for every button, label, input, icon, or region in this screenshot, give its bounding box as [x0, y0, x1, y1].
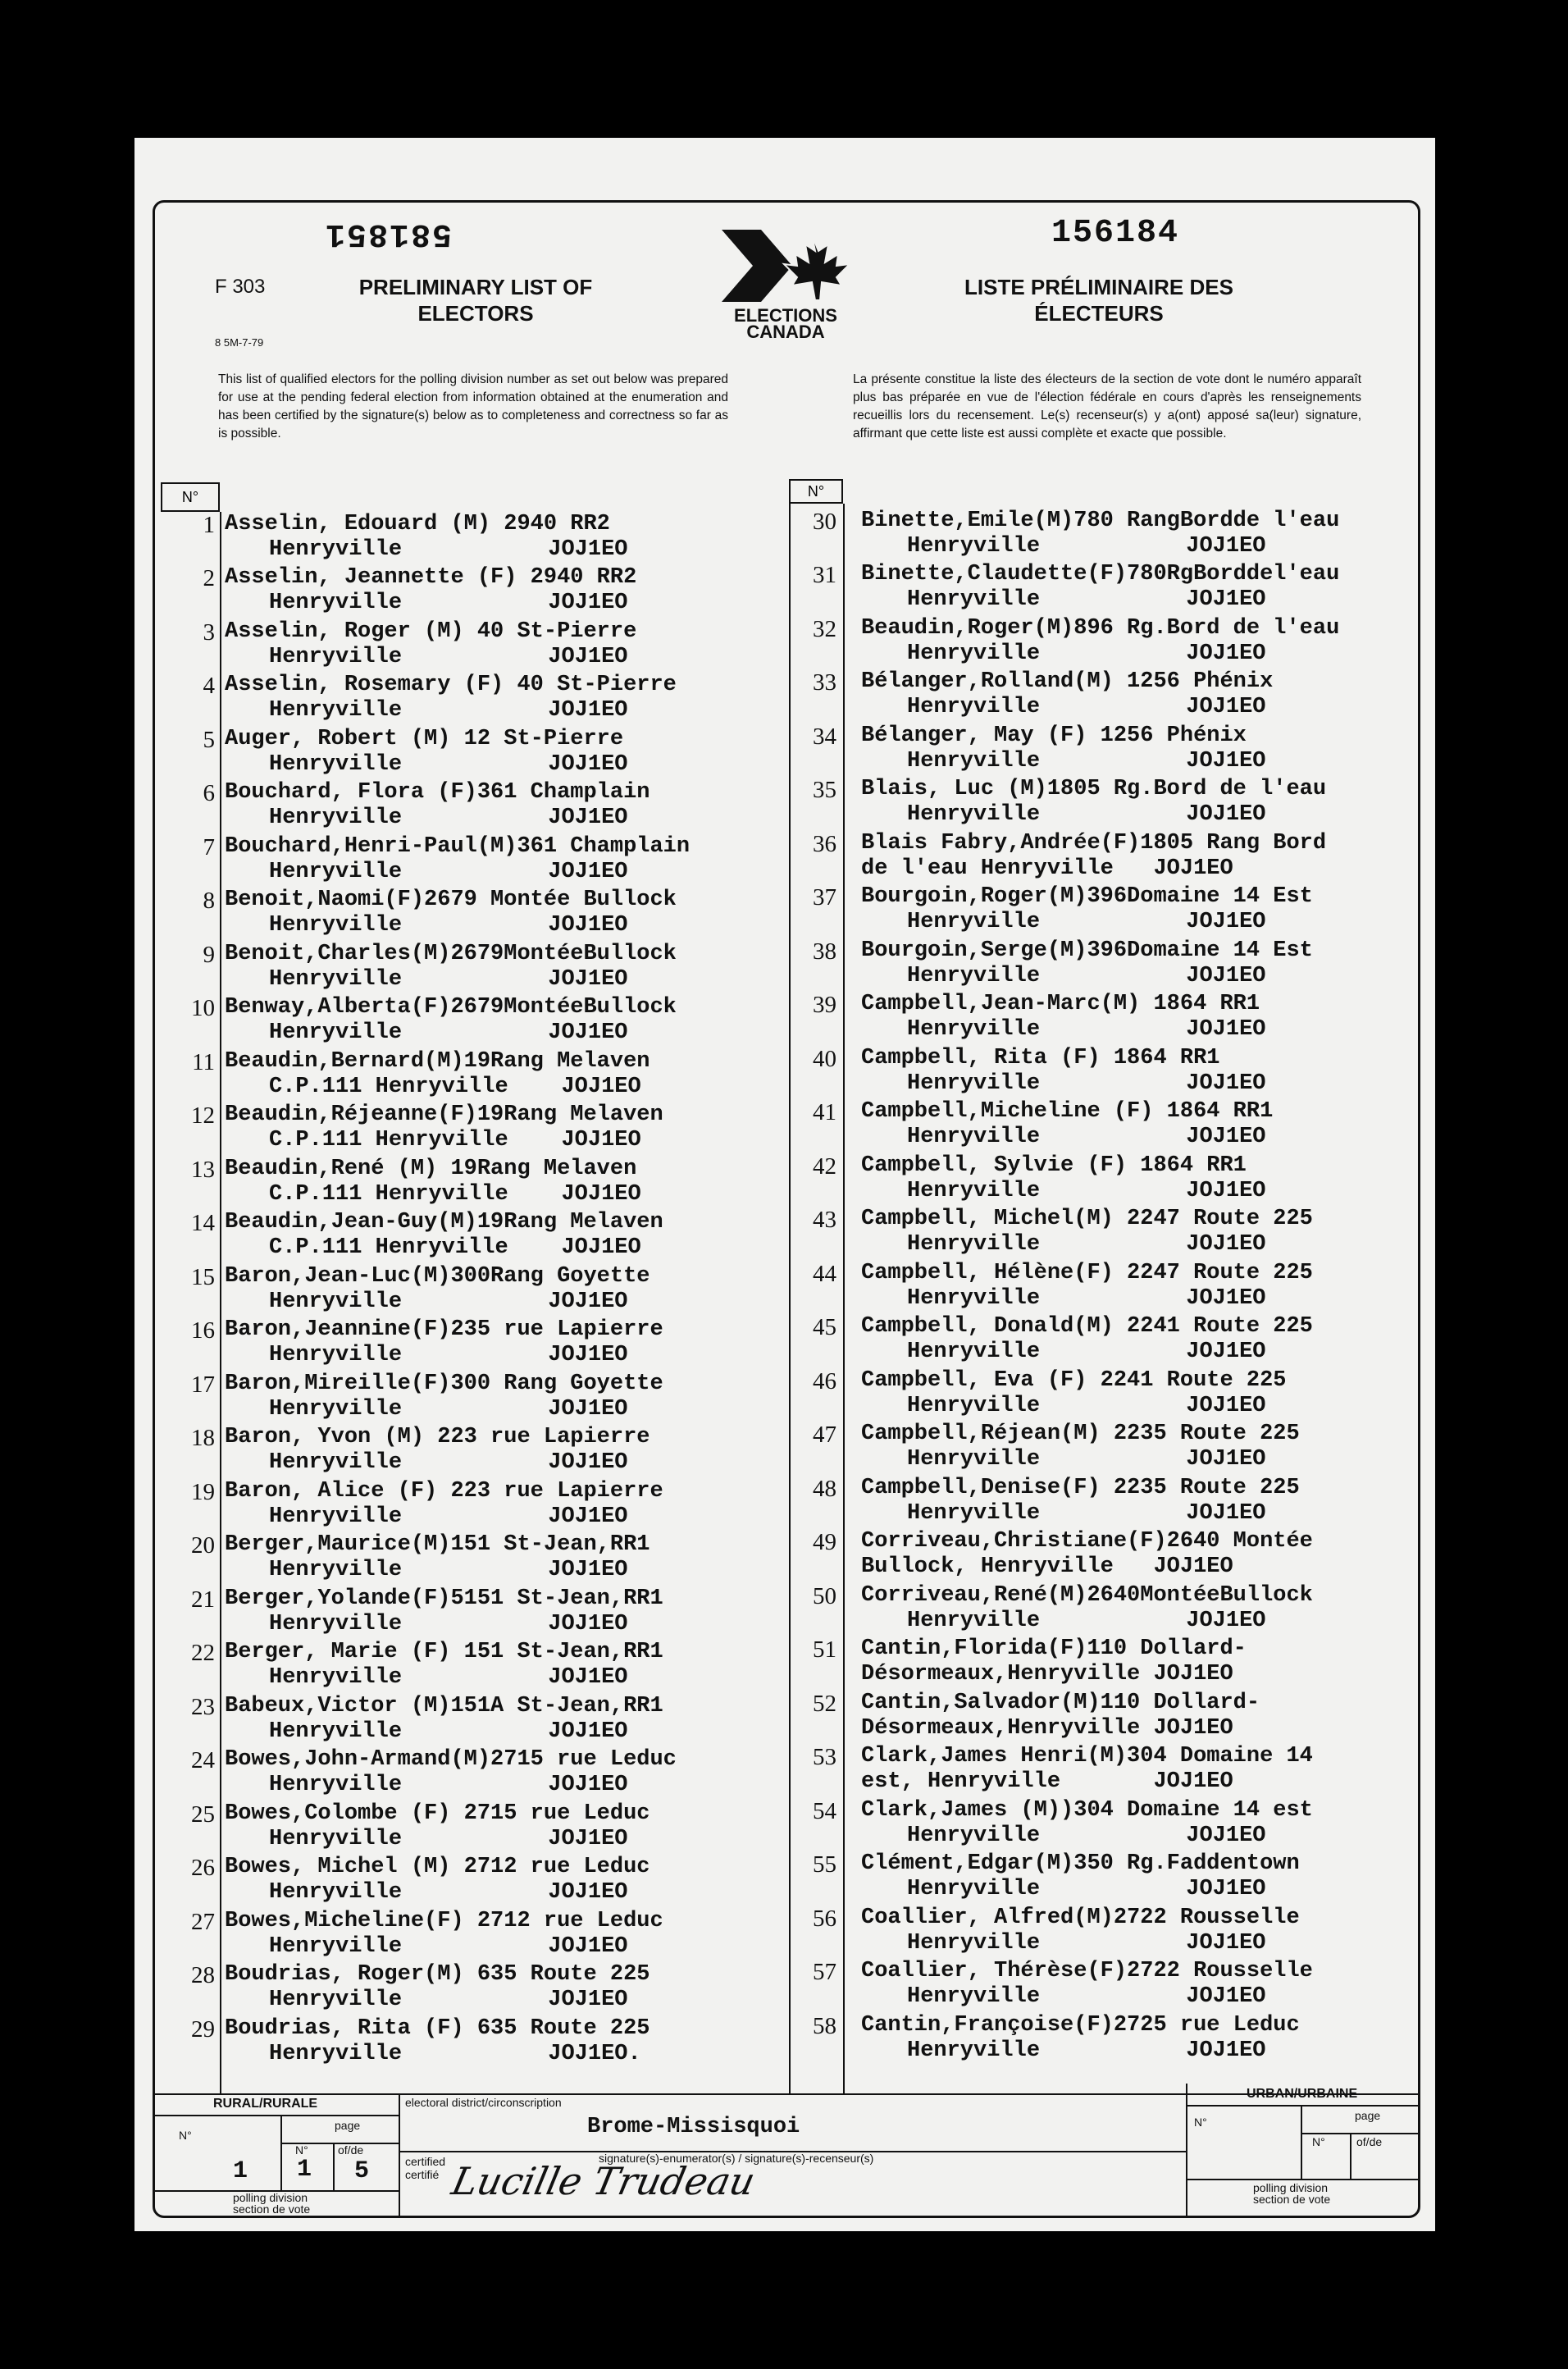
entry-number: 13 — [191, 1157, 215, 1183]
rural-divider — [154, 2115, 399, 2116]
entry-municipality-postal: Henryville JOJ1EO — [269, 1397, 628, 1422]
entry-number: 28 — [191, 1962, 215, 1988]
list-item — [171, 1210, 787, 1264]
entry-name-address: Clément,Edgar(M)350 Rg.Faddentown — [861, 1851, 1300, 1876]
entry-number: 38 — [813, 938, 836, 965]
urban-of-label: of/de — [1356, 2135, 1383, 2148]
entry-number: 5 — [203, 727, 215, 753]
title-fr: LISTE PRÉLIMINAIRE DES ÉLECTEURS — [964, 275, 1233, 326]
entry-name-address: Baron,Mireille(F)300 Rang Goyette — [225, 1372, 663, 1396]
entry-name-address: Coallier, Alfred(M)2722 Rousselle — [861, 1906, 1300, 1930]
entry-number: 43 — [813, 1207, 836, 1233]
entry-name-address: Blais Fabry,Andrée(F)1805 Rang Bord — [861, 831, 1327, 856]
entry-number: 17 — [191, 1372, 215, 1398]
maple-leaf-x-icon — [713, 226, 869, 305]
list-item — [171, 1962, 787, 2016]
list-item — [171, 888, 787, 942]
rural-page-label: page — [335, 2119, 361, 2132]
entry-name-address: Babeux,Victor (M)151A St-Jean,RR1 — [225, 1694, 663, 1719]
entry-municipality-postal: de l'eau Henryville JOJ1EO — [861, 856, 1233, 881]
entry-name-address: Campbell,Jean-Marc(M) 1864 RR1 — [861, 992, 1260, 1016]
entry-name-address: Berger, Marie (F) 151 St-Jean,RR1 — [225, 1640, 663, 1664]
entry-municipality-postal: Henryville JOJ1EO — [907, 1447, 1266, 1472]
entry-number: 39 — [813, 992, 836, 1018]
urban-page-divider — [1301, 2133, 1419, 2134]
district-label: electoral district/circonscription — [405, 2096, 562, 2109]
entry-municipality-postal: C.P.111 Henryville JOJ1EO — [269, 1235, 641, 1260]
entry-name-address: Campbell,Micheline (F) 1864 RR1 — [861, 1099, 1274, 1124]
list-item — [792, 616, 1419, 670]
entry-number: 14 — [191, 1210, 215, 1236]
list-item — [792, 1959, 1419, 2013]
entry-number: 53 — [813, 1744, 836, 1770]
entry-number: 52 — [813, 1691, 836, 1717]
entry-municipality-postal: Henryville JOJ1EO — [907, 1501, 1266, 1526]
entry-municipality-postal: Henryville JOJ1EO — [269, 1880, 628, 1905]
list-item — [792, 1207, 1419, 1261]
entry-number: 48 — [813, 1476, 836, 1502]
entry-number: 31 — [813, 562, 836, 588]
rural-label: RURAL/RURALE — [213, 2097, 318, 2111]
entry-municipality-postal: Désormeaux,Henryville JOJ1EO — [861, 1716, 1233, 1741]
entry-municipality-postal: Henryville JOJ1EO — [907, 964, 1266, 988]
entry-number: 16 — [191, 1317, 215, 1344]
list-item — [792, 1583, 1419, 1637]
entry-number: 22 — [191, 1640, 215, 1666]
entry-municipality-postal: Henryville JOJ1EO — [269, 1719, 628, 1744]
urban-section-de-vote-label: section de vote — [1253, 2193, 1331, 2206]
entry-number: 24 — [191, 1747, 215, 1773]
entry-municipality-postal: Henryville JOJ1EO — [907, 1017, 1266, 1042]
urban-left-border — [1186, 2084, 1187, 2218]
list-item — [792, 992, 1419, 1046]
entry-name-address: Cantin,Florida(F)110 Dollard- — [861, 1636, 1247, 1661]
entry-number: 40 — [813, 1046, 836, 1072]
entry-number: 51 — [813, 1636, 836, 1663]
entry-number: 26 — [191, 1855, 215, 1881]
entry-number: 32 — [813, 616, 836, 642]
center-divider — [789, 504, 791, 2095]
urban-page-no-label: N° — [1312, 2135, 1325, 2148]
list-item — [171, 780, 787, 834]
rural-right-border — [399, 2093, 400, 2218]
entry-name-address: Asselin, Roger (M) 40 St-Pierre — [225, 619, 637, 644]
list-item — [792, 1099, 1419, 1153]
entry-municipality-postal: Henryville JOJ1EO — [907, 695, 1266, 719]
column-header-no-left: N° — [161, 482, 220, 512]
list-item — [171, 1049, 787, 1103]
urban-col-divider — [1301, 2105, 1302, 2179]
list-item — [171, 1586, 787, 1641]
list-item — [171, 619, 787, 673]
entry-municipality-postal: Henryville JOJ1EO — [907, 1931, 1266, 1956]
list-item — [171, 1102, 787, 1157]
list-item — [171, 942, 787, 996]
entry-municipality-postal: Henryville JOJ1EO — [269, 537, 628, 562]
list-item — [792, 777, 1419, 831]
entry-municipality-postal: Henryville JOJ1EO — [269, 1612, 628, 1636]
list-item — [792, 884, 1419, 938]
entry-number: 50 — [813, 1583, 836, 1609]
entry-name-address: Benway,Alberta(F)2679MontéeBullock — [225, 995, 677, 1020]
district-value: Brome-Missisquoi — [587, 2115, 800, 2139]
entry-number: 6 — [203, 780, 215, 806]
entry-municipality-postal: Henryville JOJ1EO — [907, 910, 1266, 934]
entry-name-address: Beaudin,Roger(M)896 Rg.Bord de l'eau — [861, 616, 1340, 641]
entry-number: 36 — [813, 831, 836, 857]
rural-page-no-label: N° — [295, 2143, 308, 2157]
entry-number: 7 — [203, 834, 215, 860]
entry-name-address: Clark,James (M))304 Domaine 14 est — [861, 1798, 1313, 1823]
urban-page-label: page — [1355, 2109, 1381, 2122]
entry-municipality-postal: Henryville JOJ1EO — [907, 1340, 1266, 1364]
entry-name-address: Beaudin,Jean-Guy(M)19Rang Melaven — [225, 1210, 663, 1235]
entry-name-address: Beaudin,René (M) 19Rang Melaven — [225, 1157, 637, 1181]
entry-name-address: Campbell, Eva (F) 2241 Route 225 — [861, 1368, 1287, 1393]
entry-number: 47 — [813, 1422, 836, 1448]
list-item — [792, 509, 1419, 563]
entry-name-address: Campbell,Réjean(M) 2235 Route 225 — [861, 1422, 1300, 1446]
list-item — [171, 2016, 787, 2070]
form-date: 8 5M-7-79 — [215, 336, 264, 349]
urban-divider — [1186, 2105, 1419, 2107]
entry-municipality-postal: Henryville JOJ1EO — [269, 1558, 628, 1582]
entry-municipality-postal: Henryville JOJ1EO — [269, 1934, 628, 1959]
page-number: 1 — [297, 2156, 312, 2184]
entry-municipality-postal: Henryville JOJ1EO — [907, 534, 1266, 559]
entry-municipality-postal: Henryville JOJ1EO — [269, 1773, 628, 1797]
entry-number: 54 — [813, 1798, 836, 1824]
entry-municipality-postal: Henryville JOJ1EO — [269, 752, 628, 777]
entry-municipality-postal: Henryville JOJ1EO — [907, 1125, 1266, 1149]
entry-municipality-postal: Henryville JOJ1EO — [269, 1450, 628, 1475]
entry-municipality-postal: Henryville JOJ1EO — [907, 749, 1266, 774]
entry-name-address: Bourgoin,Serge(M)396Domaine 14 Est — [861, 938, 1313, 963]
entry-municipality-postal: Bullock, Henryville JOJ1EO — [861, 1554, 1233, 1579]
entry-municipality-postal: C.P.111 Henryville JOJ1EO — [269, 1075, 641, 1099]
list-item — [171, 565, 787, 619]
entry-number: 18 — [191, 1425, 215, 1451]
list-item — [171, 1479, 787, 1533]
elections-canada-logo — [713, 226, 869, 305]
list-item — [171, 512, 787, 566]
entry-number: 29 — [191, 2016, 215, 2043]
list-item — [792, 1153, 1419, 1207]
list-item — [792, 1368, 1419, 1422]
list-item — [171, 1801, 787, 1855]
urban-label: URBAN/URBAINE — [1247, 2087, 1358, 2101]
entry-number: 57 — [813, 1959, 836, 1985]
entry-name-address: Clark,James Henri(M)304 Domaine 14 — [861, 1744, 1313, 1769]
entry-number: 10 — [191, 995, 215, 1021]
entry-municipality-postal: Henryville JOJ1EO — [269, 1827, 628, 1851]
entry-name-address: Campbell, Rita (F) 1864 RR1 — [861, 1046, 1220, 1070]
list-item — [792, 1529, 1419, 1583]
entry-name-address: Baron,Jean-Luc(M)300Rang Goyette — [225, 1264, 650, 1289]
entry-name-address: Bouchard,Henri-Paul(M)361 Champlain — [225, 834, 691, 859]
entry-municipality-postal: Henryville JOJ1EO — [907, 1232, 1266, 1257]
entry-municipality-postal: C.P.111 Henryville JOJ1EO — [269, 1128, 641, 1153]
entry-municipality-postal: Henryville JOJ1EO — [269, 1343, 628, 1367]
list-item — [792, 2013, 1419, 2067]
list-item — [792, 1261, 1419, 1315]
entry-municipality-postal: Henryville JOJ1EO — [269, 913, 628, 938]
rural-of-divider — [333, 2143, 335, 2190]
entry-municipality-postal: Henryville JOJ1EO — [907, 802, 1266, 827]
entry-number: 12 — [191, 1102, 215, 1129]
certified-label: certified — [405, 2155, 446, 2168]
entry-municipality-postal: Henryville JOJ1EO — [269, 1504, 628, 1529]
list-item — [792, 1636, 1419, 1691]
entry-municipality-postal: Henryville JOJ1EO — [907, 1877, 1266, 1901]
entry-number: 25 — [191, 1801, 215, 1828]
entry-name-address: Berger,Yolande(F)5151 St-Jean,RR1 — [225, 1586, 663, 1611]
entry-municipality-postal: Henryville JOJ1EO — [907, 641, 1266, 666]
list-item — [171, 673, 787, 727]
list-item — [792, 1476, 1419, 1530]
entry-name-address: Corriveau,Christiane(F)2640 Montée — [861, 1529, 1313, 1554]
list-item — [792, 669, 1419, 723]
entry-number: 35 — [813, 777, 836, 803]
entry-number: 37 — [813, 884, 836, 911]
entry-number: 20 — [191, 1532, 215, 1559]
list-item — [792, 1691, 1419, 1745]
entry-municipality-postal: Henryville JOJ1EO — [907, 2038, 1266, 2063]
list-item — [171, 1425, 787, 1479]
entry-name-address: Berger,Maurice(M)151 St-Jean,RR1 — [225, 1532, 650, 1557]
entry-number: 27 — [191, 1909, 215, 1935]
list-item — [792, 723, 1419, 778]
stamp-left: 581851 — [324, 215, 453, 252]
rural-section-de-vote-label: section de vote — [233, 2202, 311, 2216]
entry-name-address: Boudrias, Rita (F) 635 Route 225 — [225, 2016, 650, 2041]
list-item — [171, 1157, 787, 1211]
entry-number: 58 — [813, 2013, 836, 2039]
list-item — [792, 1314, 1419, 1368]
entry-number: 45 — [813, 1314, 836, 1340]
entry-name-address: Asselin, Rosemary (F) 40 St-Pierre — [225, 673, 677, 697]
list-item — [792, 1046, 1419, 1100]
entry-name-address: Binette,Emile(M)780 RangBordde l'eau — [861, 509, 1340, 533]
urban-no-label: N° — [1194, 2116, 1207, 2129]
entry-name-address: Campbell, Hélène(F) 2247 Route 225 — [861, 1261, 1313, 1285]
entry-name-address: Campbell, Sylvie (F) 1864 RR1 — [861, 1153, 1247, 1178]
entry-municipality-postal: Henryville JOJ1EO — [269, 1665, 628, 1690]
certifie-label: certifié — [405, 2168, 440, 2181]
rural-no-label: N° — [179, 2129, 192, 2142]
footer-top-line — [154, 2093, 1419, 2095]
list-item — [171, 1317, 787, 1372]
entry-name-address: Bourgoin,Roger(M)396Domaine 14 Est — [861, 884, 1313, 909]
list-item — [792, 1422, 1419, 1476]
entry-number: 55 — [813, 1851, 836, 1878]
entry-name-address: Auger, Robert (M) 12 St-Pierre — [225, 727, 624, 751]
form-code: F 303 — [215, 276, 266, 298]
entry-municipality-postal: Henryville JOJ1EO — [269, 1988, 628, 2012]
entry-name-address: Binette,Claudette(F)780RgBorddel'eau — [861, 562, 1340, 587]
entry-name-address: Bowes,John-Armand(M)2715 rue Leduc — [225, 1747, 677, 1772]
entry-name-address: Baron,Jeannine(F)235 rue Lapierre — [225, 1317, 663, 1342]
urban-polling-division-label: polling division — [1253, 2181, 1329, 2194]
entry-municipality-postal: Henryville JOJ1EO — [269, 967, 628, 992]
entry-municipality-postal: Henryville JOJ1EO — [907, 1824, 1266, 1848]
entry-name-address: Beaudin,Bernard(M)19Rang Melaven — [225, 1049, 650, 1074]
list-item — [792, 938, 1419, 993]
entry-municipality-postal: C.P.111 Henryville JOJ1EO — [269, 1182, 641, 1207]
entry-number: 56 — [813, 1906, 836, 1932]
entry-municipality-postal: Henryville JOJ1EO — [269, 860, 628, 884]
column-header-no-right: N° — [789, 479, 843, 504]
entry-municipality-postal: Henryville JOJ1EO — [907, 587, 1266, 612]
entry-number: 21 — [191, 1586, 215, 1613]
urban-of-divider — [1350, 2133, 1351, 2179]
entry-number: 8 — [203, 888, 215, 914]
entry-number: 3 — [203, 619, 215, 646]
list-item — [792, 562, 1419, 616]
entry-municipality-postal: Henryville JOJ1EO — [907, 1286, 1266, 1311]
entry-municipality-postal: Henryville JOJ1EO — [907, 1071, 1266, 1096]
entry-name-address: Cantin,Françoise(F)2725 rue Leduc — [861, 2013, 1300, 2038]
entry-municipality-postal: Henryville JOJ1EO — [907, 1609, 1266, 1633]
list-item — [171, 1855, 787, 1909]
entry-municipality-postal: Henryville JOJ1EO — [269, 645, 628, 669]
enumerator-signature: Lucille Trudeau — [448, 2159, 759, 2203]
entry-number: 9 — [203, 942, 215, 968]
list-item — [792, 1851, 1419, 1906]
entry-municipality-postal: Henryville JOJ1EO — [907, 1984, 1266, 2009]
entry-municipality-postal: est, Henryville JOJ1EO — [861, 1769, 1233, 1794]
entry-number: 30 — [813, 509, 836, 535]
entry-name-address: Boudrias, Roger(M) 635 Route 225 — [225, 1962, 650, 1987]
entry-number: 1 — [203, 512, 215, 538]
entry-name-address: Bélanger,Rolland(M) 1256 Phénix — [861, 669, 1274, 694]
intro-english: This list of qualified electors for the polling division number as set out below was prepared for use at the pending federal election from information obtained at the enumeration and has been certified by the signature(s) below as to completeness and correctness so far as is possible. — [218, 372, 728, 440]
entry-name-address: Campbell, Michel(M) 2247 Route 225 — [861, 1207, 1313, 1231]
list-item — [171, 1264, 787, 1318]
list-item — [792, 1906, 1419, 1960]
logo-word-canada: CANADA — [746, 322, 825, 342]
entry-name-address: Benoit,Naomi(F)2679 Montée Bullock — [225, 888, 677, 912]
entry-number: 23 — [191, 1694, 215, 1720]
entry-number: 2 — [203, 565, 215, 591]
entry-number: 34 — [813, 723, 836, 750]
entry-name-address: Bowes,Colombe (F) 2715 rue Leduc — [225, 1801, 650, 1826]
entry-name-address: Cantin,Salvador(M)110 Dollard- — [861, 1691, 1260, 1715]
entry-number: 44 — [813, 1261, 836, 1287]
list-item — [171, 1909, 787, 1963]
entry-name-address: Campbell, Donald(M) 2241 Route 225 — [861, 1314, 1313, 1339]
title-en: PRELIMINARY LIST OF ELECTORS — [358, 275, 593, 326]
list-item — [171, 1372, 787, 1426]
entry-name-address: Bélanger, May (F) 1256 Phénix — [861, 723, 1247, 748]
entry-name-address: Asselin, Jeannette (F) 2940 RR2 — [225, 565, 637, 590]
page-total: 5 — [354, 2157, 370, 2185]
list-item — [171, 1747, 787, 1801]
entry-number: 19 — [191, 1479, 215, 1505]
list-item — [792, 831, 1419, 885]
entry-municipality-postal: Henryville JOJ1EO — [269, 1289, 628, 1314]
entry-municipality-postal: Désormeaux,Henryville JOJ1EO — [861, 1662, 1233, 1687]
entry-number: 15 — [191, 1264, 215, 1290]
entry-municipality-postal: Henryville JOJ1EO. — [269, 2042, 641, 2066]
entry-name-address: Coallier, Thérèse(F)2722 Rousselle — [861, 1959, 1313, 1983]
entry-municipality-postal: Henryville JOJ1EO — [269, 698, 628, 723]
rural-of-label: of/de — [338, 2143, 364, 2157]
entry-name-address: Bowes,Micheline(F) 2712 rue Leduc — [225, 1909, 663, 1933]
entry-name-address: Corriveau,René(M)2640MontéeBullock — [861, 1583, 1313, 1608]
entry-municipality-postal: Henryville JOJ1EO — [269, 806, 628, 830]
entry-name-address: Blais, Luc (M)1805 Rg.Bord de l'eau — [861, 777, 1327, 801]
urban-bottom-divider — [1186, 2179, 1419, 2180]
list-item — [171, 1640, 787, 1694]
entry-number: 33 — [813, 669, 836, 696]
list-item — [171, 834, 787, 888]
intro-french: La présente constitue la liste des électeurs de la section de vote dont le numéro apparaît plus bas préparée en vue de l'élection fédérale en cours d'après les renseignements recueillis lors du recensement. Le(s) recenseur(s) y a(ont) apposé sa(leur) signature, affirmant que cette liste est aussi complète et exacte que possible. — [853, 372, 1361, 440]
entry-number: 11 — [192, 1049, 215, 1075]
list-item — [171, 1532, 787, 1586]
signature-label: signature(s)-enumerator(s) / signature(s)-recenseur(s) — [599, 2152, 874, 2165]
entry-name-address: Bouchard, Flora (F)361 Champlain — [225, 780, 650, 805]
entry-number: 49 — [813, 1529, 836, 1555]
rural-col-divider — [280, 2116, 282, 2190]
rural-polling-number: 1 — [233, 2157, 248, 2185]
logo-word-elections: ELECTIONS — [734, 305, 837, 326]
list-item — [171, 727, 787, 781]
entry-number: 41 — [813, 1099, 836, 1125]
entry-number: 4 — [203, 673, 215, 699]
list-item — [171, 995, 787, 1049]
list-item — [171, 1694, 787, 1748]
entry-number: 46 — [813, 1368, 836, 1394]
list-item — [792, 1798, 1419, 1852]
entry-number: 42 — [813, 1153, 836, 1180]
entry-name-address: Bowes, Michel (M) 2712 rue Leduc — [225, 1855, 650, 1879]
entry-municipality-postal: Henryville JOJ1EO — [907, 1394, 1266, 1418]
entry-name-address: Asselin, Edouard (M) 2940 RR2 — [225, 512, 610, 536]
entry-municipality-postal: Henryville JOJ1EO — [269, 1020, 628, 1045]
stamp-right: 156184 — [1051, 215, 1180, 252]
entry-name-address: Campbell,Denise(F) 2235 Route 225 — [861, 1476, 1300, 1500]
entry-name-address: Beaudin,Réjeanne(F)19Rang Melaven — [225, 1102, 663, 1127]
entry-name-address: Benoit,Charles(M)2679MontéeBullock — [225, 942, 677, 966]
entry-municipality-postal: Henryville JOJ1EO — [269, 591, 628, 615]
entry-name-address: Baron, Yvon (M) 223 rue Lapierre — [225, 1425, 650, 1449]
entry-municipality-postal: Henryville JOJ1EO — [907, 1179, 1266, 1203]
entry-name-address: Baron, Alice (F) 223 rue Lapierre — [225, 1479, 663, 1504]
rural-polling-division-label: polling division — [233, 2191, 308, 2204]
list-item — [792, 1744, 1419, 1798]
